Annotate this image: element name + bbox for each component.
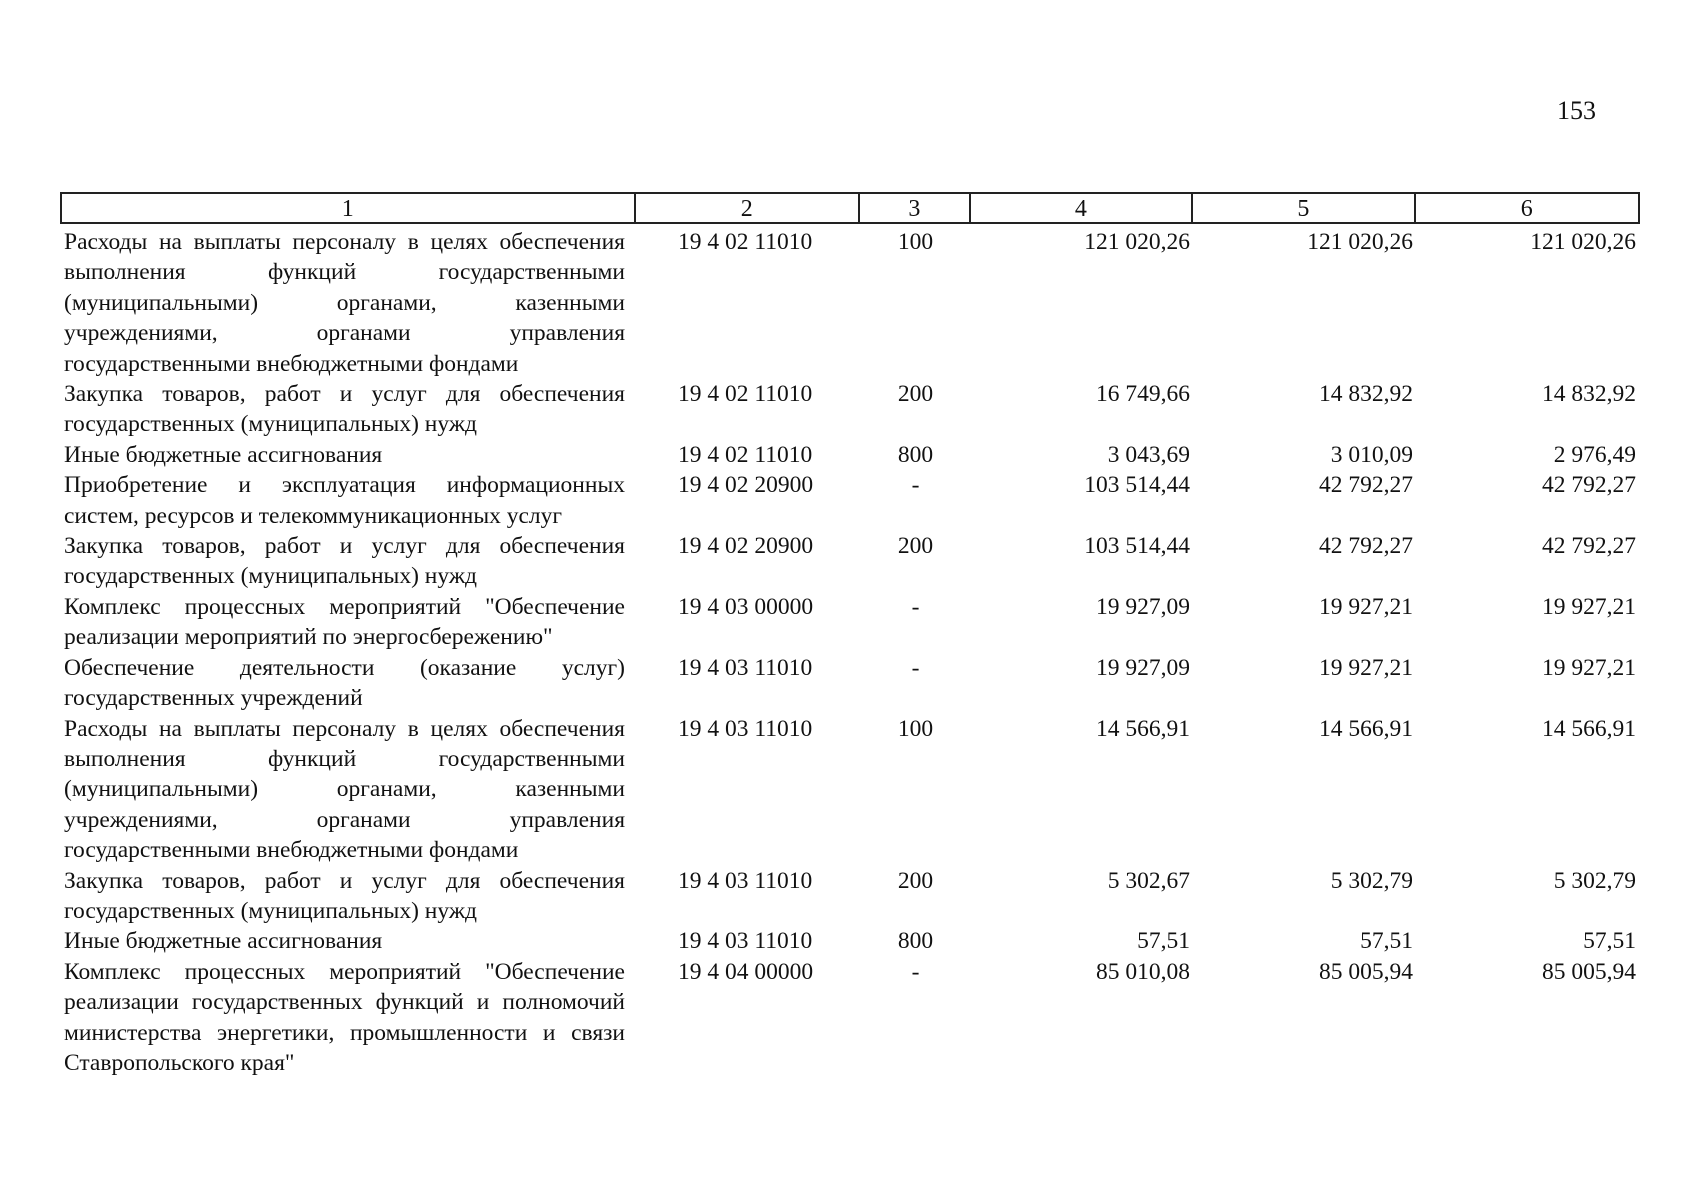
cell-name-line: Расходы на выплаты персоналу в целях обеспечения: [64, 715, 625, 742]
cell-name: [60, 714, 635, 866]
cell-amount-col4: 5 302,67: [1107, 867, 1190, 894]
cell-name-line: Закупка товаров, работ и услуг для обеспечения: [64, 533, 625, 560]
cell-amount-col6: 57,51: [1583, 928, 1636, 955]
header-col-6: 6: [1520, 196, 1533, 222]
cell-name-line: государственными внебюджетными фондами: [64, 350, 519, 377]
cell-amount-col4: 19 927,09: [1096, 593, 1190, 620]
cell-name-line: Закупка товаров, работ и услуг для обеспечения: [64, 867, 625, 894]
cell-name-line: министерства энергетики, промышленности и связи: [64, 1019, 625, 1046]
cell-name-line: Иные бюджетные ассигнования: [64, 928, 383, 955]
cell-name-line: Иные бюджетные ассигнования: [64, 441, 383, 468]
cell-code: 19 4 03 11010: [678, 928, 813, 955]
cell-name-line: выполнения функций государственными: [64, 259, 625, 286]
cell-code: 19 4 02 11010: [678, 441, 813, 468]
cell-name-line: выполнения функций государственными: [64, 745, 625, 772]
cell-amount-col5: 14 566,91: [1319, 715, 1413, 742]
cell-amount-col6: 5 302,79: [1553, 867, 1636, 894]
cell-amount-col5: 5 302,79: [1330, 867, 1413, 894]
cell-name-line: Расходы на выплаты персоналу в целях обеспечения: [64, 229, 625, 255]
cell-code: 19 4 02 20900: [678, 533, 814, 560]
cell-name-line: учреждениями, органами управления: [64, 320, 625, 347]
cell-name-line: Комплекс процессных мероприятий "Обеспечение: [64, 593, 625, 620]
cell-amount-col4: 57,51: [1137, 928, 1190, 955]
table-row: [60, 957, 1640, 1079]
cell-expense-type: 200: [897, 867, 934, 894]
cell-expense-type: -: [911, 472, 920, 499]
cell-expense-type: 800: [897, 441, 934, 468]
table-row: [60, 653, 1640, 714]
cell-name-line: учреждениями, органами управления: [64, 806, 625, 833]
cell-amount-col4: 14 566,91: [1096, 715, 1190, 742]
cell-code: 19 4 03 11010: [678, 867, 813, 894]
page-number: 153: [1557, 96, 1596, 125]
cell-amount-col5: 14 832,92: [1319, 381, 1413, 408]
cell-amount-col6: 121 020,26: [1530, 229, 1636, 255]
cell-name-line: Комплекс процессных мероприятий "Обеспечение: [64, 958, 625, 985]
cell-expense-type: 800: [897, 928, 934, 955]
cell-name-line: (муниципальными) органами, казенными: [64, 289, 625, 316]
cell-amount-col6: 19 927,21: [1542, 654, 1636, 681]
cell-amount-col5: 42 792,27: [1319, 533, 1413, 560]
cell-code: 19 4 03 11010: [678, 715, 813, 742]
cell-amount-col6: 14 566,91: [1542, 715, 1636, 742]
table-row: [60, 714, 1640, 866]
cell-name-line: реализации государственных функций и полномочий: [64, 989, 625, 1016]
table-header-row: [60, 192, 1640, 224]
cell-name-line: Закупка товаров, работ и услуг для обеспечения: [64, 381, 625, 408]
cell-code: 19 4 03 11010: [678, 654, 813, 681]
table-row: [60, 227, 1640, 379]
cell-name: [60, 926, 635, 956]
cell-expense-type: 100: [897, 229, 934, 255]
cell-amount-col5: 85 005,94: [1319, 958, 1413, 985]
table-body: [60, 227, 1640, 1078]
cell-name-line: Приобретение и эксплуатация информационных: [64, 472, 625, 499]
cell-name: [60, 653, 635, 714]
cell-name-line: реализации мероприятий по энергосбережению": [64, 624, 553, 651]
cell-name: [60, 440, 635, 470]
cell-amount-col6: 42 792,27: [1542, 472, 1636, 499]
cell-amount-col4: 85 010,08: [1096, 958, 1190, 985]
budget-table: [60, 192, 1640, 1078]
cell-name-line: государственных учреждений: [64, 685, 363, 712]
cell-name-line: Ставропольского края": [64, 1049, 295, 1076]
cell-code: 19 4 04 00000: [678, 958, 814, 985]
cell-amount-col4: 19 927,09: [1096, 654, 1190, 681]
cell-amount-col6: 14 832,92: [1542, 381, 1636, 408]
header-col-1: 1: [62, 194, 636, 222]
cell-name: [60, 470, 635, 531]
cell-expense-type: -: [911, 958, 920, 985]
cell-amount-col4: 103 514,44: [1084, 472, 1190, 499]
cell-code: 19 4 02 20900: [678, 472, 814, 499]
cell-name: [60, 957, 635, 1079]
table-row: [60, 379, 1640, 440]
cell-code: 19 4 02 11010: [678, 229, 813, 255]
cell-expense-type: 200: [897, 381, 934, 408]
cell-amount-col4: 16 749,66: [1096, 381, 1190, 408]
header-col-3: 3: [860, 194, 971, 222]
cell-amount-col5: 57,51: [1360, 928, 1413, 955]
table-row: [60, 470, 1640, 531]
cell-name: [60, 227, 635, 379]
cell-name: [60, 531, 635, 592]
table-row: [60, 926, 1640, 956]
cell-expense-type: 100: [897, 715, 934, 742]
cell-amount-col4: 121 020,26: [1084, 229, 1190, 255]
cell-amount-col5: 3 010,09: [1330, 441, 1413, 468]
cell-name-line: государственных (муниципальных) нужд: [64, 411, 478, 438]
cell-amount-col4: 103 514,44: [1084, 533, 1190, 560]
cell-name: [60, 592, 635, 653]
cell-expense-type: -: [911, 654, 920, 681]
header-col-4: 4: [971, 194, 1193, 222]
table-row: [60, 440, 1640, 470]
cell-amount-col5: 19 927,21: [1319, 593, 1413, 620]
cell-name-line: Обеспечение деятельности (оказание услуг): [64, 654, 625, 681]
cell-amount-col6: 19 927,21: [1542, 593, 1636, 620]
header-col-2: 2: [636, 194, 860, 222]
table-row: [60, 592, 1640, 653]
cell-amount-col6: 2 976,49: [1553, 441, 1636, 468]
cell-name-line: государственных (муниципальных) нужд: [64, 897, 478, 924]
cell-amount-col5: 19 927,21: [1319, 654, 1413, 681]
cell-name-line: (муниципальными) органами, казенными: [64, 776, 625, 803]
table-row: [60, 866, 1640, 927]
cell-name-line: систем, ресурсов и телекоммуникационных услуг: [64, 502, 563, 529]
cell-name-line: государственных (муниципальных) нужд: [64, 563, 478, 590]
cell-amount-col5: 42 792,27: [1319, 472, 1413, 499]
cell-name: [60, 866, 635, 927]
cell-amount-col6: 42 792,27: [1542, 533, 1636, 560]
cell-expense-type: 200: [897, 533, 934, 560]
cell-amount-col4: 3 043,69: [1107, 441, 1190, 468]
cell-expense-type: -: [911, 593, 920, 620]
table-row: [60, 531, 1640, 592]
cell-code: 19 4 02 11010: [678, 381, 813, 408]
cell-amount-col6: 85 005,94: [1542, 958, 1636, 985]
cell-code: 19 4 03 00000: [678, 593, 814, 620]
cell-name: [60, 379, 635, 440]
cell-amount-col5: 121 020,26: [1307, 229, 1413, 255]
header-col-5: 5: [1193, 194, 1415, 222]
cell-name-line: государственными внебюджетными фондами: [64, 837, 519, 864]
